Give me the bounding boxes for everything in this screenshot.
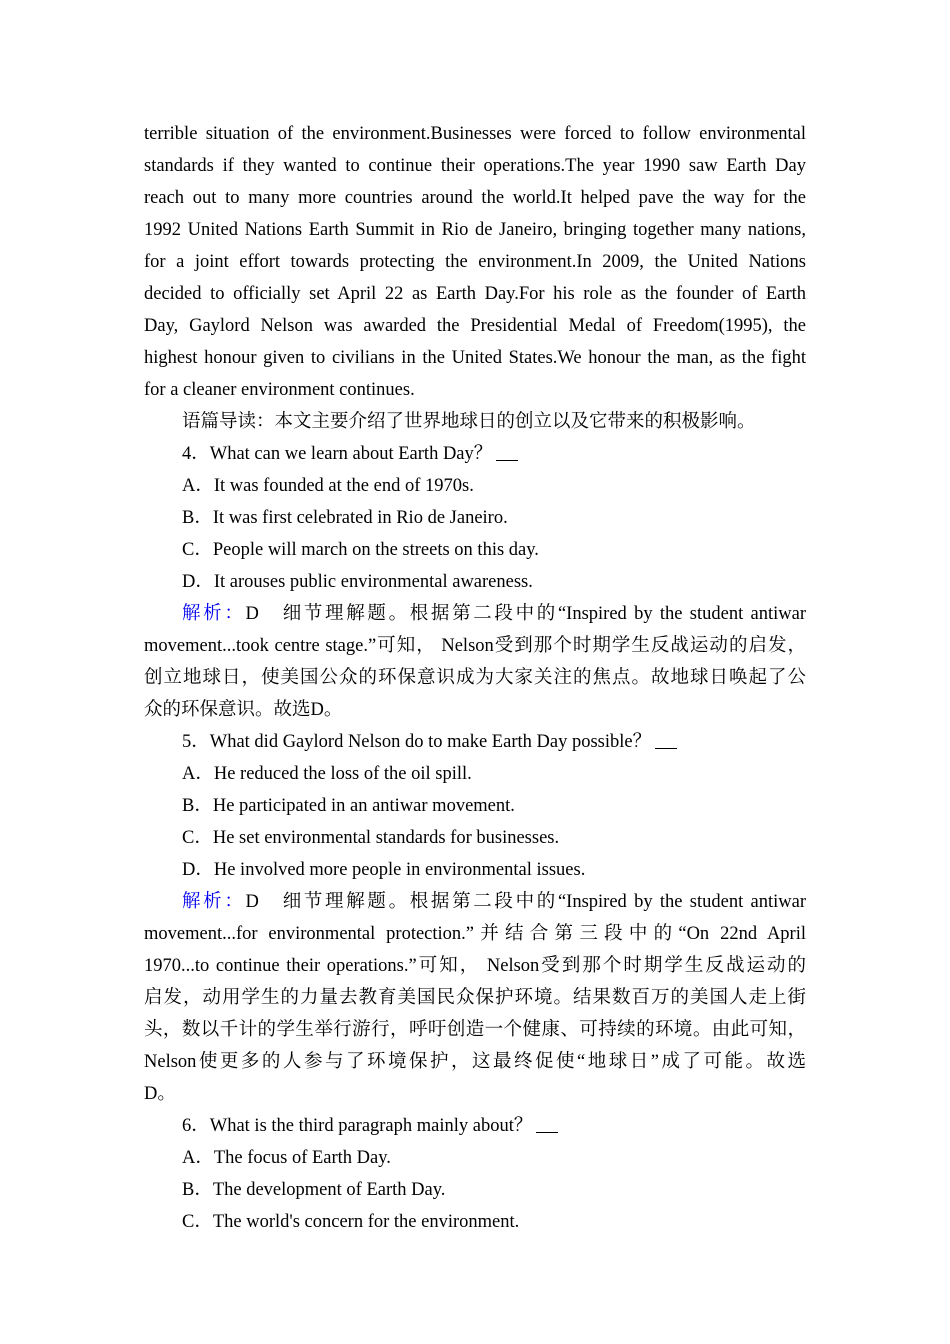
passage-line: decided to officially set April 22 as Earth Day.For his role as the founder of Earth	[144, 284, 806, 304]
answer-blank	[655, 730, 677, 749]
analysis-label: 解析：	[182, 604, 246, 624]
passage	[144, 118, 806, 406]
option: A．The focus of Earth Day.	[182, 1148, 391, 1168]
passage-line: reach out to many more countries around the world.It helped pave the way for the	[144, 188, 806, 208]
option: C．He set environmental standards for businesses.	[182, 828, 560, 848]
question-6	[144, 1110, 806, 1238]
passage-line: standards if they wanted to continue their operations.The year 1990 saw Earth Day	[144, 156, 806, 176]
analysis-line: 1970...to continue their operations.”可知， Nelson受到那个时期学生反战运动的	[144, 956, 806, 976]
passage-line: terrible situation of the environment.Businesses were forced to follow environmental	[144, 124, 806, 144]
option: D．It arouses public environmental awareness.	[182, 572, 533, 592]
analysis-line: movement...took centre stage.”可知， Nelson受到那个时期学生反战运动的启发，	[144, 636, 806, 656]
analysis-line: 启发，动用学生的力量去教育美国民众保护环境。结果数百万的美国人走上街	[144, 988, 806, 1008]
analysis-line: 解析：D 细节理解题。根据第二段中的“Inspired by the student antiwar	[182, 892, 806, 912]
option: B．It was first celebrated in Rio de Janeiro.	[182, 508, 508, 528]
answer-blank	[496, 442, 518, 461]
option: B．The development of Earth Day.	[182, 1180, 446, 1200]
option: C．People will march on the streets on this day.	[182, 540, 539, 560]
passage-guide	[144, 406, 806, 438]
option: D．He involved more people in environmental issues.	[182, 860, 586, 880]
guide-label: 语篇导读：	[182, 412, 275, 432]
analysis-line: 众的环保意识。故选D。	[144, 700, 343, 720]
analysis-line: movement...for environmental protection.”并结合第三段中的“On 22nd April	[144, 924, 806, 944]
question-text: 5．What did Gaylord Nelson do to make Earth Day possible？	[144, 726, 806, 758]
answer-blank	[536, 1114, 558, 1133]
passage-line: for a joint effort towards protecting the environment.In 2009, the United Nations	[144, 252, 806, 272]
question-text: 6．What is the third paragraph mainly about？	[144, 1110, 806, 1142]
option: A．It was founded at the end of 1970s.	[182, 476, 474, 496]
passage-line: for a cleaner environment continues.	[144, 380, 415, 400]
option: A．He reduced the loss of the oil spill.	[182, 764, 472, 784]
option: C．The world's concern for the environment.	[182, 1212, 520, 1232]
passage-line: Day, Gaylord Nelson was awarded the Presidential Medal of Freedom(1995), the	[144, 316, 806, 336]
passage-line: 1992 United Nations Earth Summit in Rio de Janeiro, bringing together many nations,	[144, 220, 806, 240]
question-5	[144, 726, 806, 1110]
guide-text: 本文主要介绍了世界地球日的创立以及它带来的积极影响。	[274, 412, 756, 432]
analysis-line: 头，数以千计的学生举行游行，呼吁创造一个健康、可持续的环境。由此可知，	[144, 1020, 806, 1040]
analysis-line: 创立地球日，使美国公众的环保意识成为大家关注的焦点。故地球日唤起了公	[144, 668, 806, 688]
analysis-label: 解析：	[182, 892, 246, 912]
question-4	[144, 438, 806, 726]
question-text: 4．What can we learn about Earth Day？	[144, 438, 806, 470]
document-page	[144, 118, 806, 1238]
analysis-line: 解析：D 细节理解题。根据第二段中的“Inspired by the student antiwar	[182, 604, 806, 624]
analysis-line: D。	[144, 1084, 176, 1104]
passage-line: highest honour given to civilians in the United States.We honour the man, as the fight	[144, 348, 806, 368]
option: B．He participated in an antiwar movement.	[182, 796, 515, 816]
analysis-line: Nelson使更多的人参与了环境保护，这最终促使“地球日”成了可能。故选	[144, 1052, 806, 1072]
